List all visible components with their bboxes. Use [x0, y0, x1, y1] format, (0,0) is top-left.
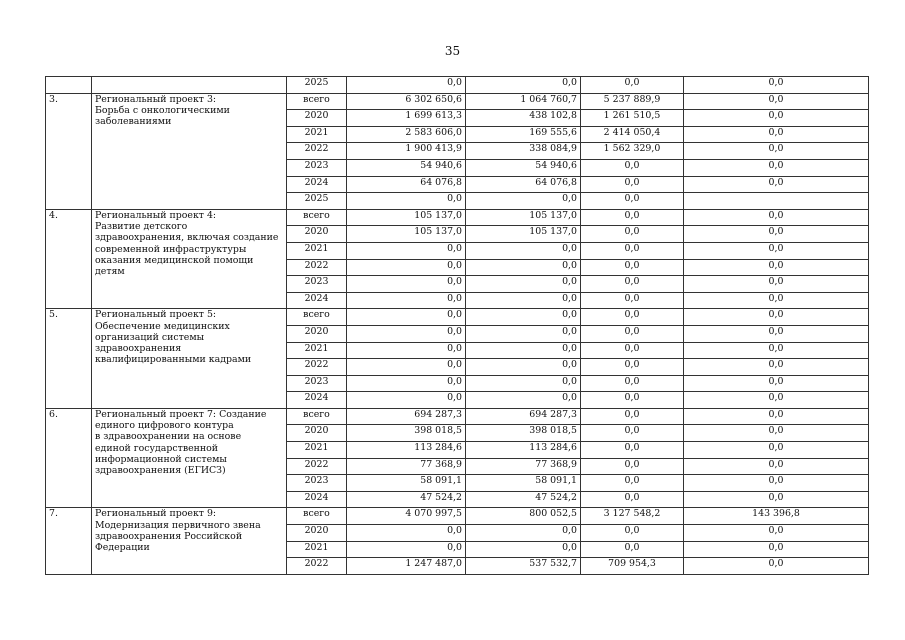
source-3-cell: 0,0 — [684, 143, 869, 160]
source-3-cell: 0,0 — [684, 292, 869, 309]
source-2-cell: 0,0 — [581, 408, 684, 425]
year-cell: всего — [287, 93, 347, 110]
source-1-cell: 47 524,2 — [466, 491, 581, 508]
section-number: 4. — [46, 209, 92, 309]
name-cell — [92, 77, 287, 94]
project-name-line: Региональный проект 9: — [95, 508, 217, 520]
page-number: 35 — [444, 44, 461, 58]
source-3-cell: 0,0 — [684, 359, 869, 376]
project-name-line: Федерации — [95, 542, 150, 554]
project-name-line: здравоохранения (ЕГИСЗ) — [95, 465, 226, 477]
source-2-cell: 1 261 510,5 — [581, 110, 684, 127]
source-3-cell: 0,0 — [684, 242, 869, 259]
source-3-cell: 0,0 — [684, 525, 869, 542]
source-3-cell: 143 396,8 — [684, 508, 869, 525]
source-3-cell: 0,0 — [684, 442, 869, 459]
year-cell: 2025 — [287, 77, 347, 94]
table-row — [46, 209, 869, 226]
total-cell: 0,0 — [347, 525, 466, 542]
project-name-line: Борьба с онкологическими — [95, 104, 230, 116]
project-name-line: Модернизация первичного звена — [95, 519, 261, 531]
total-cell: 54 940,6 — [347, 159, 466, 176]
source-1-cell: 338 084,9 — [466, 143, 581, 160]
total-cell: 113 284,6 — [347, 442, 466, 459]
source-1-cell: 0,0 — [466, 77, 581, 94]
year-cell: 2020 — [287, 425, 347, 442]
source-2-cell: 5 237 889,9 — [581, 93, 684, 110]
section-number: 3. — [46, 93, 92, 209]
source-1-cell: 0,0 — [466, 309, 581, 326]
project-name-line: Региональный проект 3: — [95, 93, 217, 105]
year-cell: 2022 — [287, 558, 347, 575]
year-cell: 2022 — [287, 458, 347, 475]
budget-table — [45, 76, 869, 575]
project-name-line: здравоохранения Российской — [95, 531, 243, 542]
source-2-cell: 0,0 — [581, 342, 684, 359]
year-cell: 2022 — [287, 259, 347, 276]
source-1-cell: 64 076,8 — [466, 176, 581, 193]
total-cell: 0,0 — [347, 309, 466, 326]
project-name-line: современной инфраструктуры — [95, 243, 247, 255]
year-cell: 2023 — [287, 475, 347, 492]
total-cell: 6 302 650,6 — [347, 93, 466, 110]
source-2-cell: 0,0 — [581, 209, 684, 226]
project-name-line: детям — [95, 266, 125, 278]
source-2-cell: 0,0 — [581, 425, 684, 442]
source-1-cell: 0,0 — [466, 242, 581, 259]
total-cell: 64 076,8 — [347, 176, 466, 193]
source-2-cell: 0,0 — [581, 226, 684, 243]
table-row — [46, 93, 869, 110]
year-cell: 2025 — [287, 193, 347, 210]
total-cell: 105 137,0 — [347, 209, 466, 226]
table-row — [46, 508, 869, 525]
project-name-line: Региональный проект 5: — [95, 309, 217, 321]
year-cell: 2021 — [287, 242, 347, 259]
source-2-cell: 3 127 548,2 — [581, 508, 684, 525]
year-cell: 2023 — [287, 375, 347, 392]
source-1-cell: 0,0 — [466, 193, 581, 210]
source-2-cell: 1 562 329,0 — [581, 143, 684, 160]
source-1-cell: 438 102,8 — [466, 110, 581, 127]
total-cell: 694 287,3 — [347, 408, 466, 425]
total-cell: 2 583 606,0 — [347, 126, 466, 143]
source-2-cell: 0,0 — [581, 159, 684, 176]
project-name-line: организаций системы — [95, 331, 205, 343]
year-cell: 2021 — [287, 541, 347, 558]
source-1-cell: 113 284,6 — [466, 442, 581, 459]
project-name — [92, 408, 287, 508]
source-1-cell: 0,0 — [466, 259, 581, 276]
total-cell: 0,0 — [347, 541, 466, 558]
source-3-cell: 0,0 — [684, 425, 869, 442]
source-2-cell: 0,0 — [581, 458, 684, 475]
project-name-line: в здравоохранении на основе — [95, 431, 242, 443]
year-cell: 2022 — [287, 143, 347, 160]
total-cell: 77 368,9 — [347, 458, 466, 475]
total-cell: 4 070 997,5 — [347, 508, 466, 525]
table-body — [46, 77, 869, 575]
project-name-line: Региональный проект 7: Создание — [95, 408, 267, 420]
source-3-cell: 0,0 — [684, 541, 869, 558]
source-1-cell: 105 137,0 — [466, 209, 581, 226]
total-cell: 0,0 — [347, 77, 466, 94]
total-cell: 1 247 487,0 — [347, 558, 466, 575]
year-cell: 2021 — [287, 442, 347, 459]
source-3-cell: 0,0 — [684, 110, 869, 127]
total-cell: 1 699 613,3 — [347, 110, 466, 127]
project-name-line: оказания медицинской помощи — [95, 254, 254, 266]
source-3-cell: 0,0 — [684, 259, 869, 276]
source-3-cell: 0,0 — [684, 176, 869, 193]
source-1-cell: 800 052,5 — [466, 508, 581, 525]
source-1-cell: 0,0 — [466, 292, 581, 309]
year-cell: всего — [287, 309, 347, 326]
source-3-cell: 0,0 — [684, 475, 869, 492]
project-name-line: информационной системы — [95, 454, 227, 465]
year-cell: 2024 — [287, 176, 347, 193]
project-name — [92, 209, 287, 309]
source-1-cell: 58 091,1 — [466, 475, 581, 492]
project-name-line: квалифицированными кадрами — [95, 354, 252, 366]
source-2-cell: 0,0 — [581, 259, 684, 276]
project-name-line: заболеваниями — [95, 116, 172, 128]
project-name-line: единой государственной — [95, 442, 219, 454]
source-2-cell: 0,0 — [581, 475, 684, 492]
source-1-cell: 1 064 760,7 — [466, 93, 581, 110]
source-2-cell: 0,0 — [581, 442, 684, 459]
source-2-cell: 0,0 — [581, 541, 684, 558]
source-3-cell: 0,0 — [684, 226, 869, 243]
source-3-cell: 0,0 — [684, 558, 869, 575]
total-cell: 0,0 — [347, 392, 466, 409]
source-2-cell: 0,0 — [581, 375, 684, 392]
source-1-cell: 105 137,0 — [466, 226, 581, 243]
section-number: 5. — [46, 309, 92, 409]
source-1-cell: 169 555,6 — [466, 126, 581, 143]
total-cell: 0,0 — [347, 325, 466, 342]
source-1-cell: 694 287,3 — [466, 408, 581, 425]
project-name-line: здравоохранения, включая создание — [95, 232, 279, 244]
year-cell: 2024 — [287, 392, 347, 409]
source-1-cell: 77 368,9 — [466, 458, 581, 475]
source-3-cell: 0,0 — [684, 209, 869, 226]
year-cell: 2020 — [287, 325, 347, 342]
year-cell: 2021 — [287, 342, 347, 359]
source-3-cell: 0,0 — [684, 309, 869, 326]
total-cell: 58 091,1 — [347, 475, 466, 492]
source-1-cell: 398 018,5 — [466, 425, 581, 442]
year-cell: 2024 — [287, 491, 347, 508]
source-3-cell: 0,0 — [684, 325, 869, 342]
year-cell: 2022 — [287, 359, 347, 376]
source-1-cell: 537 532,7 — [466, 558, 581, 575]
year-cell: 2023 — [287, 276, 347, 293]
source-3-cell: 0,0 — [684, 458, 869, 475]
source-2-cell: 0,0 — [581, 525, 684, 542]
section-number: 7. — [46, 508, 92, 574]
year-cell: всего — [287, 209, 347, 226]
source-2-cell: 0,0 — [581, 77, 684, 94]
year-cell: 2020 — [287, 110, 347, 127]
table-row — [46, 408, 869, 425]
number-cell — [46, 77, 92, 94]
source-3-cell: 0,0 — [684, 159, 869, 176]
project-name-line: единого цифрового контура — [95, 420, 234, 432]
source-2-cell: 0,0 — [581, 193, 684, 210]
source-2-cell: 0,0 — [581, 242, 684, 259]
source-2-cell: 0,0 — [581, 359, 684, 376]
table-row — [46, 309, 869, 326]
project-name-line: Обеспечение медицинских — [95, 320, 230, 332]
project-name-line: Развитие детского — [95, 221, 188, 233]
source-1-cell: 0,0 — [466, 359, 581, 376]
year-cell: 2020 — [287, 226, 347, 243]
source-2-cell: 2 414 050,4 — [581, 126, 684, 143]
source-3-cell: 0,0 — [684, 342, 869, 359]
total-cell: 0,0 — [347, 375, 466, 392]
source-3-cell: 0,0 — [684, 392, 869, 409]
section-number: 6. — [46, 408, 92, 508]
source-3-cell: 0,0 — [684, 491, 869, 508]
total-cell: 1 900 413,9 — [347, 143, 466, 160]
total-cell: 0,0 — [347, 292, 466, 309]
year-cell: 2021 — [287, 126, 347, 143]
source-1-cell: 0,0 — [466, 392, 581, 409]
source-3-cell: 0,0 — [684, 375, 869, 392]
project-name — [92, 93, 287, 209]
total-cell: 105 137,0 — [347, 226, 466, 243]
project-name — [92, 508, 287, 574]
year-cell: 2020 — [287, 525, 347, 542]
project-name-line: здравоохранения — [95, 343, 182, 355]
project-name — [92, 309, 287, 409]
source-1-cell: 0,0 — [466, 541, 581, 558]
year-cell: всего — [287, 408, 347, 425]
year-cell: всего — [287, 508, 347, 525]
source-2-cell: 0,0 — [581, 309, 684, 326]
source-3-cell — [684, 193, 869, 210]
source-1-cell: 54 940,6 — [466, 159, 581, 176]
source-2-cell: 0,0 — [581, 292, 684, 309]
total-cell: 0,0 — [347, 242, 466, 259]
source-2-cell: 0,0 — [581, 176, 684, 193]
source-2-cell: 0,0 — [581, 276, 684, 293]
project-name-line: Региональный проект 4: — [95, 209, 217, 221]
source-2-cell: 0,0 — [581, 392, 684, 409]
source-3-cell: 0,0 — [684, 408, 869, 425]
source-2-cell: 0,0 — [581, 491, 684, 508]
total-cell: 398 018,5 — [347, 425, 466, 442]
total-cell: 47 524,2 — [347, 491, 466, 508]
total-cell: 0,0 — [347, 276, 466, 293]
total-cell: 0,0 — [347, 359, 466, 376]
source-2-cell: 709 954,3 — [581, 558, 684, 575]
total-cell: 0,0 — [347, 342, 466, 359]
source-3-cell: 0,0 — [684, 77, 869, 94]
year-cell: 2024 — [287, 292, 347, 309]
table-row — [46, 77, 869, 94]
source-1-cell: 0,0 — [466, 525, 581, 542]
source-1-cell: 0,0 — [466, 276, 581, 293]
source-1-cell: 0,0 — [466, 375, 581, 392]
source-2-cell: 0,0 — [581, 325, 684, 342]
year-cell: 2023 — [287, 159, 347, 176]
total-cell: 0,0 — [347, 193, 466, 210]
total-cell: 0,0 — [347, 259, 466, 276]
source-3-cell: 0,0 — [684, 276, 869, 293]
source-3-cell: 0,0 — [684, 93, 869, 110]
source-1-cell: 0,0 — [466, 342, 581, 359]
source-3-cell: 0,0 — [684, 126, 869, 143]
source-1-cell: 0,0 — [466, 325, 581, 342]
